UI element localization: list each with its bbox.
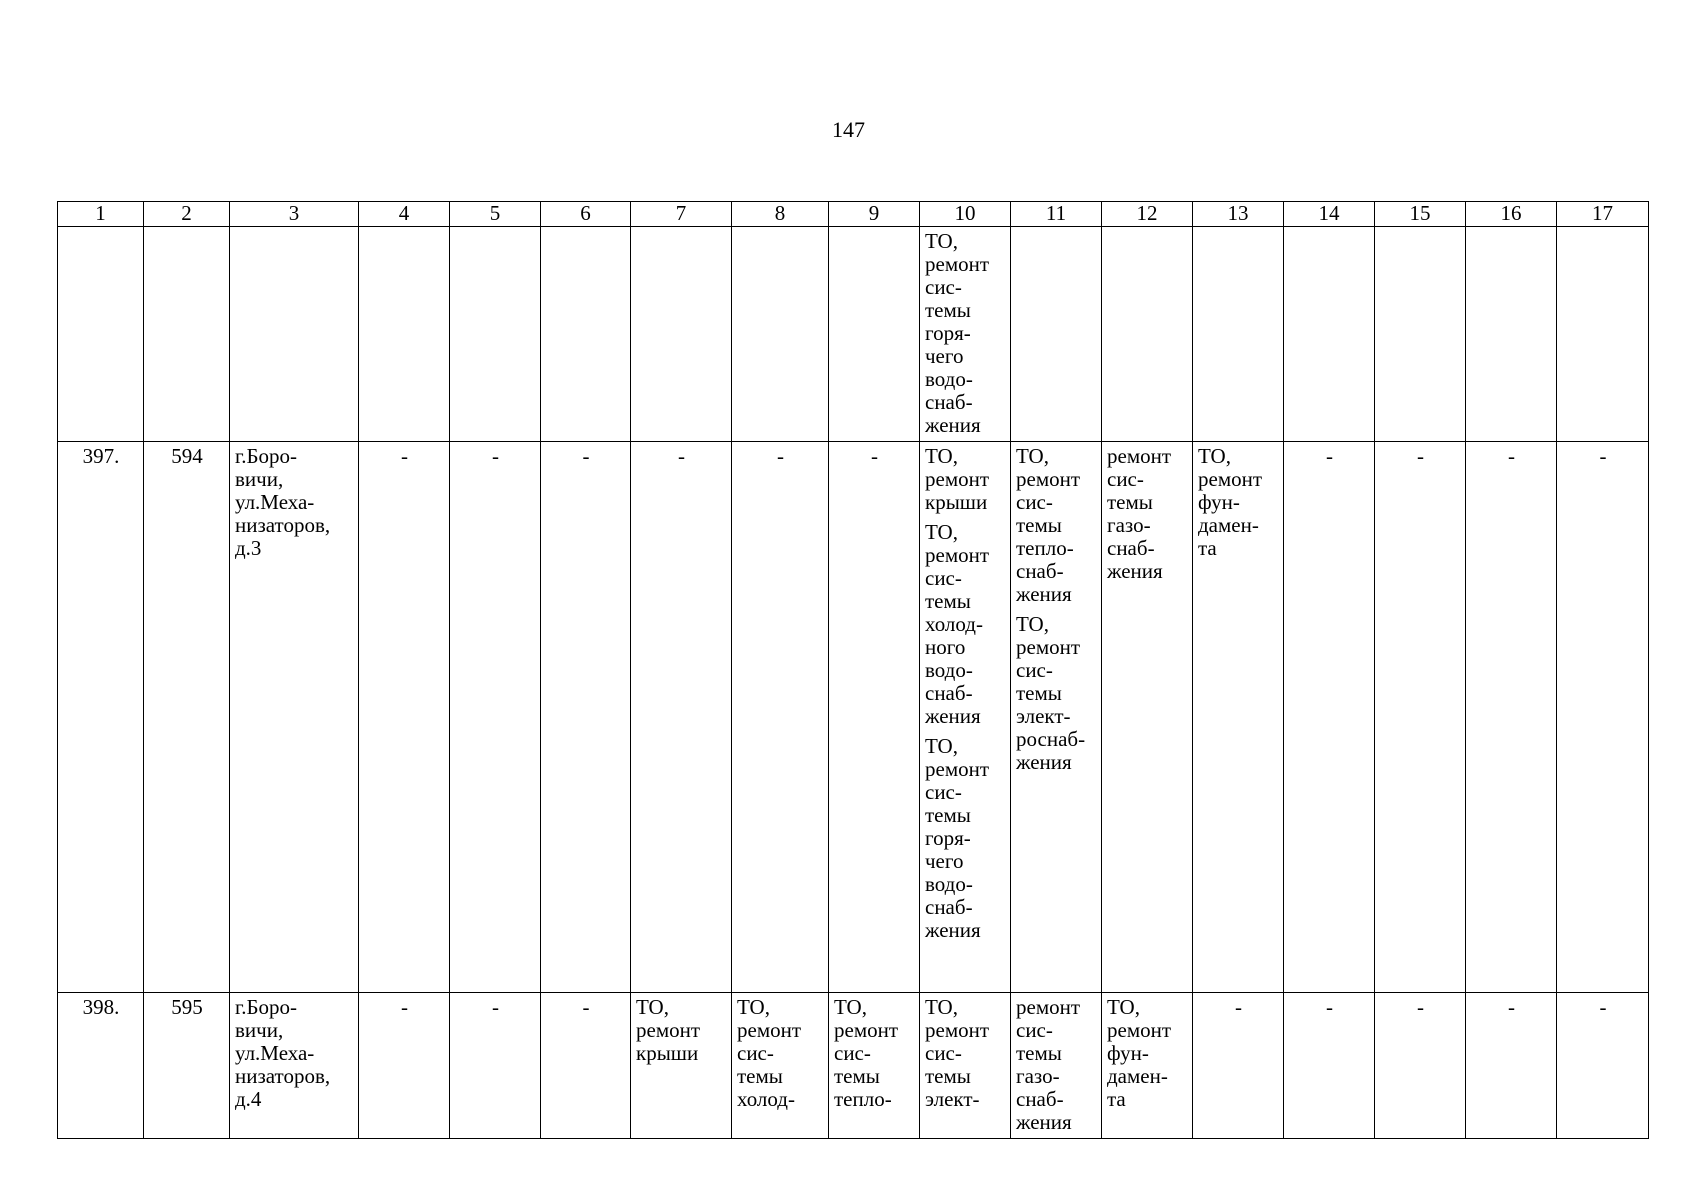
table-body <box>58 227 1649 1139</box>
table-cell <box>1102 227 1193 442</box>
work-entry: ТО, ремонт крыши <box>636 995 701 1065</box>
dash-mark: - <box>1508 444 1515 468</box>
dash-mark: - <box>1326 444 1333 468</box>
empty-dash-cell <box>359 993 450 1139</box>
table-cell <box>1193 227 1284 442</box>
column-header-1: 1 <box>58 202 144 227</box>
table-cell <box>631 227 732 442</box>
page-number: 147 <box>832 117 865 142</box>
table-cell <box>359 227 450 442</box>
empty-dash-cell <box>541 993 631 1139</box>
dash-mark: - <box>401 444 408 468</box>
dash-mark: - <box>1326 995 1333 1019</box>
work-cell <box>1102 442 1193 993</box>
dash-mark: - <box>1417 444 1424 468</box>
work-cell <box>920 442 1011 993</box>
column-header-12: 12 <box>1102 202 1193 227</box>
work-entry: ТО, ремонт крыши <box>925 444 990 514</box>
dash-mark: - <box>1599 444 1607 468</box>
empty-dash-cell <box>1375 442 1466 993</box>
work-entry: ТО, ремонт сис- темы тепло- снаб- жения <box>1016 444 1081 606</box>
continuation-row <box>58 227 1649 442</box>
empty-dash-cell <box>829 442 920 993</box>
empty-dash-cell <box>1375 993 1466 1139</box>
column-number-header-row <box>58 202 1649 227</box>
column-header-16: 16 <box>1466 202 1557 227</box>
dash-mark: - <box>492 444 499 468</box>
empty-dash-cell <box>1557 442 1649 993</box>
work-entry: ТО, ремонт сис- темы горя- чего водо- снаб- жения <box>925 229 990 437</box>
empty-dash-cell <box>359 442 450 993</box>
table-cell <box>58 227 144 442</box>
object-code-cell: 594 <box>144 442 230 993</box>
work-cell <box>732 993 829 1139</box>
column-header-7: 7 <box>631 202 732 227</box>
dash-mark: - <box>1508 995 1515 1019</box>
dash-mark: - <box>582 444 590 468</box>
table-cell <box>230 227 359 442</box>
work-cell <box>829 993 920 1139</box>
column-header-15: 15 <box>1375 202 1466 227</box>
column-header-11: 11 <box>1011 202 1102 227</box>
column-header-8: 8 <box>732 202 829 227</box>
table-cell <box>1284 227 1375 442</box>
empty-dash-cell <box>631 442 732 993</box>
dash-mark: - <box>1599 995 1607 1019</box>
work-entry: ТО, ремонт фун- дамен- та <box>1198 444 1263 560</box>
work-entry: ТО, ремонт сис- темы холод- ного водо- снаб- жения <box>925 520 990 728</box>
work-cell <box>1011 993 1102 1139</box>
empty-dash-cell <box>450 442 541 993</box>
object-code-cell: 595 <box>144 993 230 1139</box>
address-cell: г.Боро- вичи, ул.Меха- низаторов, д.3 <box>230 442 359 993</box>
column-header-13: 13 <box>1193 202 1284 227</box>
empty-dash-cell <box>1193 993 1284 1139</box>
table-cell <box>1375 227 1466 442</box>
column-header-2: 2 <box>144 202 230 227</box>
work-entry: ТО, ремонт сис- темы элект- роснаб- жения <box>1016 612 1086 774</box>
dash-mark: - <box>1417 995 1424 1019</box>
empty-dash-cell <box>1284 442 1375 993</box>
empty-dash-cell <box>1284 993 1375 1139</box>
work-cell <box>1011 442 1102 993</box>
table-cell <box>920 227 1011 442</box>
work-cell <box>1102 993 1193 1139</box>
dash-mark: - <box>678 444 685 468</box>
empty-dash-cell <box>1557 993 1649 1139</box>
empty-dash-cell <box>450 993 541 1139</box>
table-cell <box>1466 227 1557 442</box>
column-header-9: 9 <box>829 202 920 227</box>
column-header-17: 17 <box>1557 202 1649 227</box>
work-cell <box>631 993 732 1139</box>
table-cell <box>732 227 829 442</box>
empty-dash-cell <box>541 442 631 993</box>
table-cell <box>541 227 631 442</box>
table-row <box>58 442 1649 993</box>
table-row <box>58 993 1649 1139</box>
column-header-10: 10 <box>920 202 1011 227</box>
column-header-5: 5 <box>450 202 541 227</box>
address-cell: г.Боро- вичи, ул.Меха- низаторов, д.4 <box>230 993 359 1139</box>
work-entry: ТО, ремонт фун- дамен- та <box>1107 995 1172 1111</box>
table-cell <box>450 227 541 442</box>
empty-dash-cell <box>1466 442 1557 993</box>
table-cell <box>144 227 230 442</box>
column-header-14: 14 <box>1284 202 1375 227</box>
dash-mark: - <box>777 444 784 468</box>
column-header-4: 4 <box>359 202 450 227</box>
register-table <box>57 201 1649 1139</box>
table-cell <box>1011 227 1102 442</box>
column-header-6: 6 <box>541 202 631 227</box>
work-entry: ТО, ремонт сис- темы тепло- <box>834 995 899 1111</box>
dash-mark: - <box>492 995 499 1019</box>
work-entry: ТО, ремонт сис- темы элект- <box>925 995 990 1111</box>
column-header-3: 3 <box>230 202 359 227</box>
work-cell <box>920 993 1011 1139</box>
dash-mark: - <box>401 995 408 1019</box>
row-number-cell: 398. <box>58 993 144 1139</box>
work-entry: ТО, ремонт сис- темы холод- <box>737 995 802 1111</box>
table-cell <box>1557 227 1649 442</box>
row-number-cell: 397. <box>58 442 144 993</box>
table-cell <box>829 227 920 442</box>
dash-mark: - <box>582 995 590 1019</box>
work-cell <box>1193 442 1284 993</box>
dash-mark: - <box>871 444 878 468</box>
dash-mark: - <box>1235 995 1242 1019</box>
empty-dash-cell <box>1466 993 1557 1139</box>
work-entry: ремонт сис- темы газо- снаб- жения <box>1016 995 1081 1134</box>
work-entry: ремонт сис- темы газо- снаб- жения <box>1107 444 1172 583</box>
work-entry: ТО, ремонт сис- темы горя- чего водо- снаб- жения <box>925 734 990 942</box>
empty-dash-cell <box>732 442 829 993</box>
